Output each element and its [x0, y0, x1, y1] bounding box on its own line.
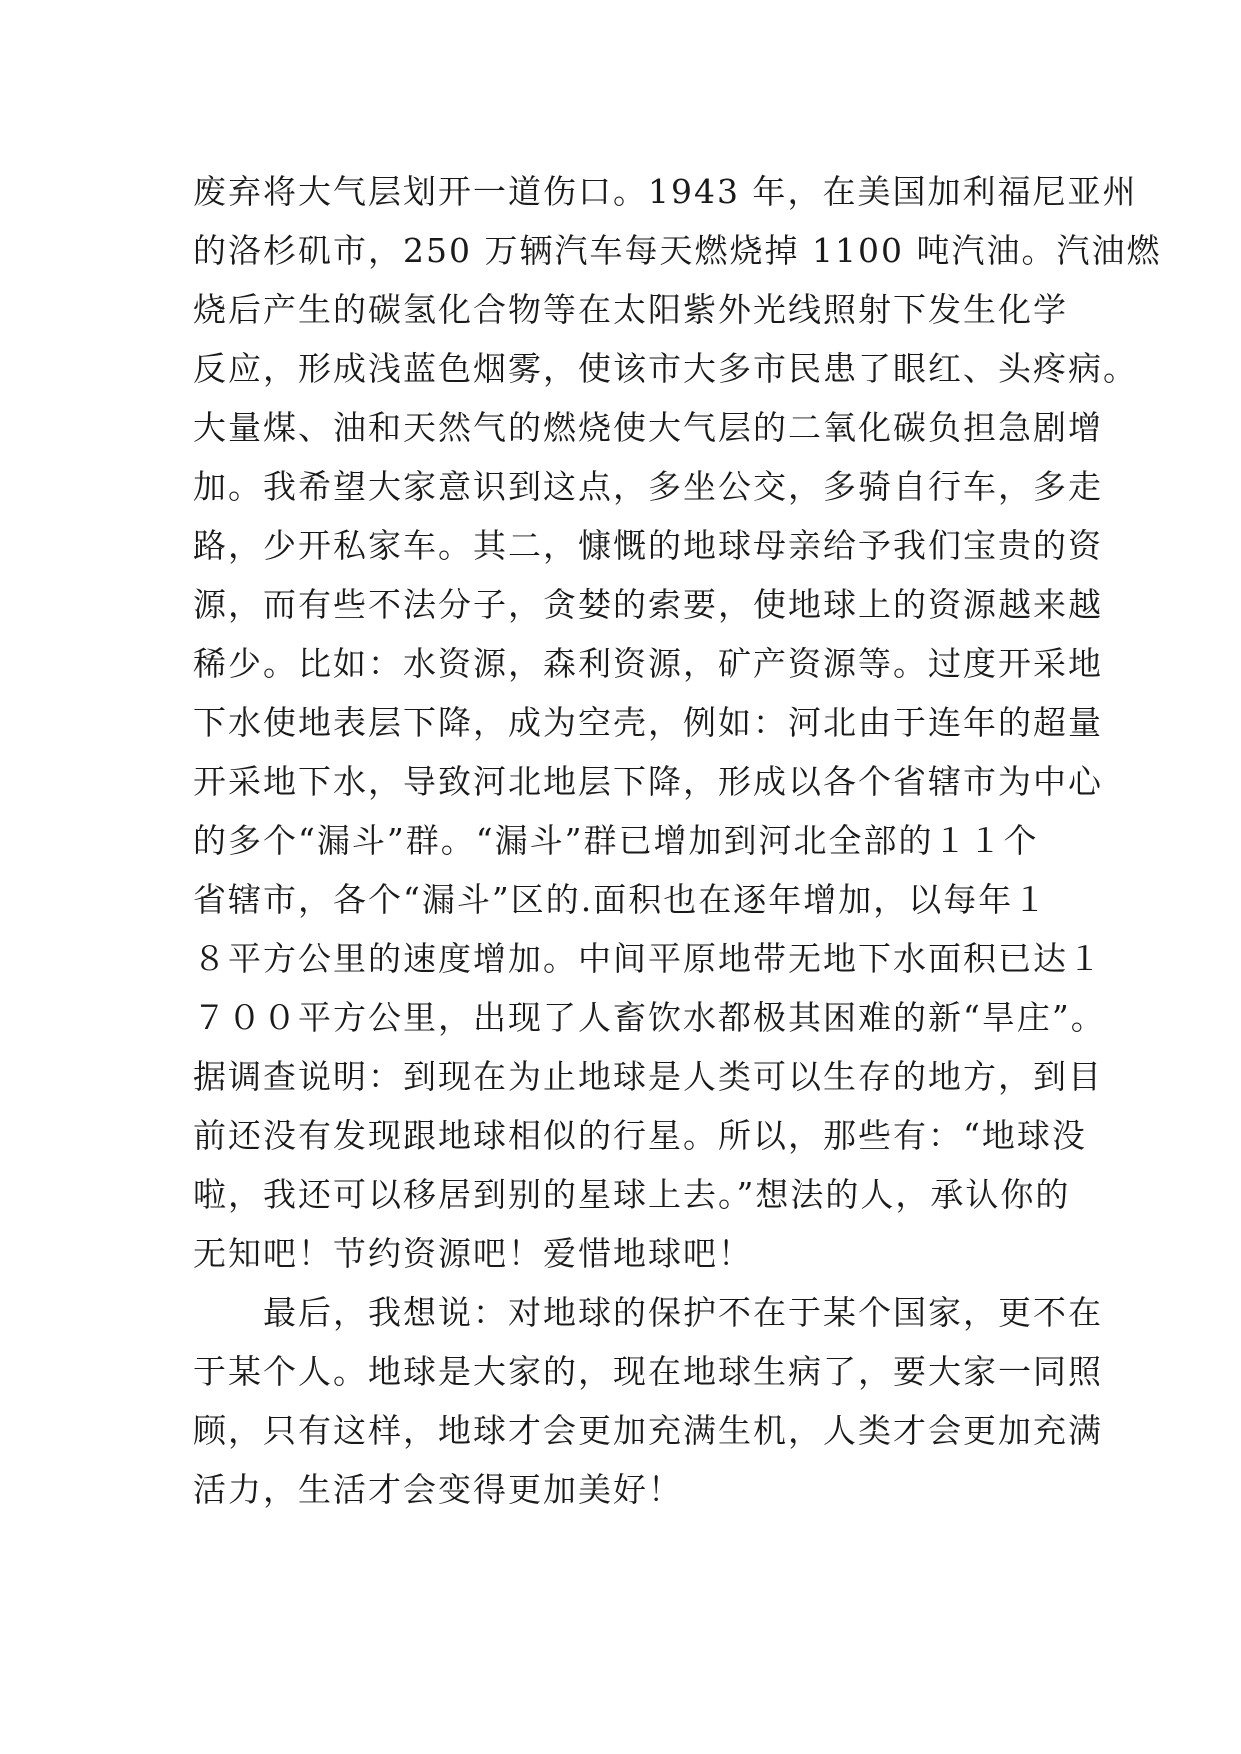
text-line: ７００平方公里，出现了人畜饮水都极其困难的新“旱庄”。 [193, 998, 1106, 1037]
text-line: 反应，形成浅蓝色烟雾，使该市大多市民患了眼红、头疼病。 [193, 349, 1138, 388]
text-line: 无知吧！节约资源吧！爱惜地球吧！ [193, 1234, 753, 1273]
text-line: 最后，我想说：对地球的保护不在于某个国家，更不在 [263, 1293, 1103, 1332]
text-line: 废弃将大气层划开一道伤口。1943 年，在美国加利福尼亚州 [193, 172, 1138, 211]
text-line: 源，而有些不法分子，贪婪的索要，使地球上的资源越来越 [193, 585, 1103, 624]
text-line: 下水使地表层下降，成为空壳，例如：河北由于连年的超量 [193, 703, 1103, 742]
text-line: 开采地下水，导致河北地层下降，形成以各个省辖市为中心 [193, 762, 1103, 801]
text-line: 据调查说明：到现在为止地球是人类可以生存的地方，到目 [193, 1057, 1103, 1096]
text-line: 活力，生活才会变得更加美好！ [193, 1470, 683, 1509]
text-line: 前还没有发现跟地球相似的行星。所以，那些有：“地球没 [193, 1116, 1087, 1155]
paragraph-1 [193, 162, 1162, 1283]
text-line: 的洛杉矶市，250 万辆汽车每天燃烧掉 1100 吨汽油。汽油燃 [193, 231, 1162, 270]
text-line: 稀少。比如：水资源，森利资源，矿产资源等。过度开采地 [193, 644, 1103, 683]
document-body [193, 162, 1162, 1519]
text-line: 省辖市，各个“漏斗”区的.面积也在逐年增加，以每年１ [193, 880, 1049, 919]
text-line: 于某个人。地球是大家的，现在地球生病了，要大家一同照 [193, 1352, 1103, 1391]
text-line: 的多个“漏斗”群。“漏斗”群已增加到河北全部的１１个 [193, 821, 1039, 860]
text-line: 大量煤、油和天然气的燃烧使大气层的二氧化碳负担急剧增 [193, 408, 1103, 447]
text-line: 路，少开私家车。其二，慷慨的地球母亲给予我们宝贵的资 [193, 526, 1103, 565]
text-line: 顾，只有这样，地球才会更加充满生机，人类才会更加充满 [193, 1411, 1103, 1450]
text-line: ８平方公里的速度增加。中间平原地带无地下水面积已达１ [193, 939, 1103, 978]
text-line: 烧后产生的碳氢化合物等在太阳紫外光线照射下发生化学 [193, 290, 1068, 329]
text-line: 啦，我还可以移居到别的星球上去。”想法的人，承认你的 [193, 1175, 1071, 1214]
paragraph-2 [193, 1283, 1103, 1519]
text-line: 加。我希望大家意识到这点，多坐公交，多骑自行车，多走 [193, 467, 1103, 506]
